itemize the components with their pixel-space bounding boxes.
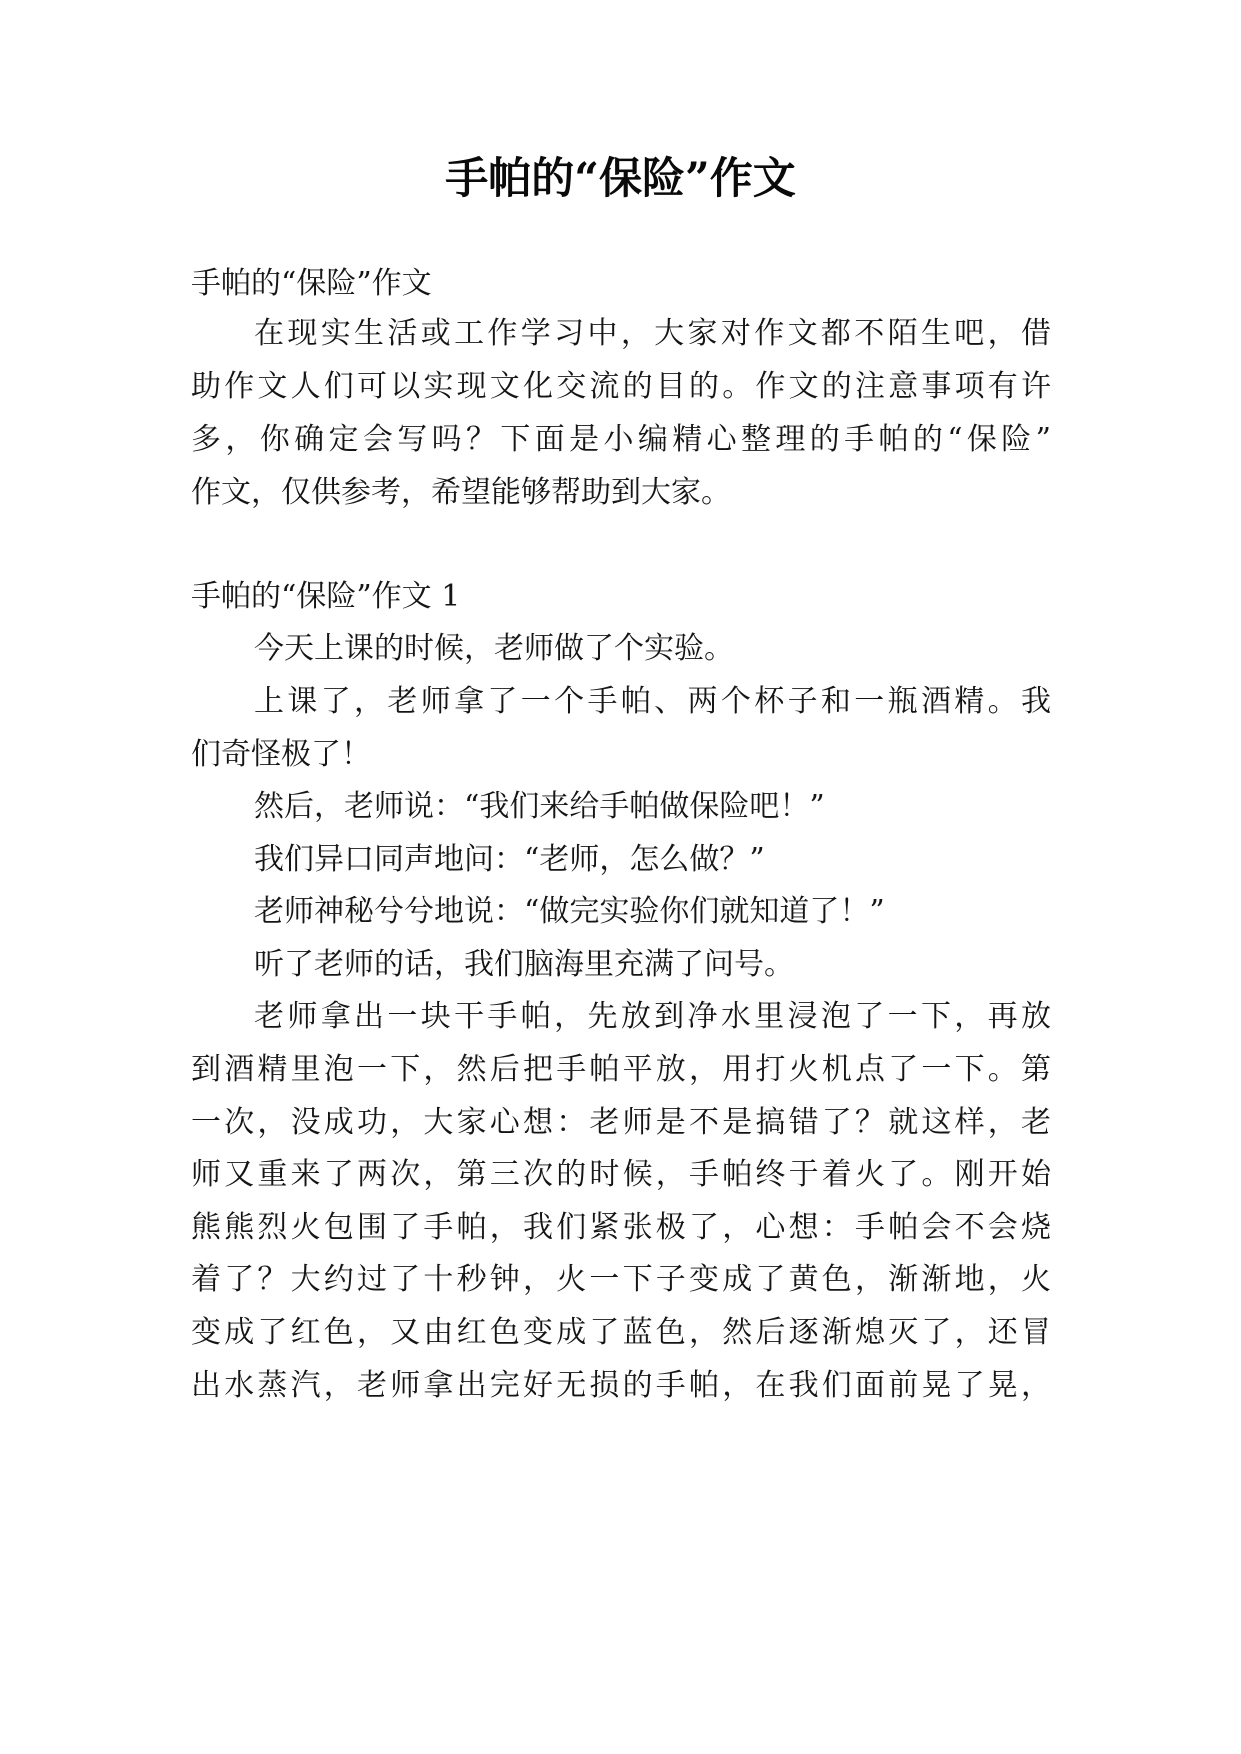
body-line: 我们异口同声地问：“老师，怎么做？” bbox=[254, 842, 765, 877]
body-line: 们奇怪极了！ bbox=[191, 737, 371, 772]
body-line: 变成了红色，又由红色变成了蓝色，然后逐渐熄灭了，还冒 bbox=[191, 1315, 1051, 1350]
body-line: 熊熊烈火包围了手帕，我们紧张极了，心想：手帕会不会烧 bbox=[191, 1210, 1051, 1245]
body-line: 出水蒸汽，老师拿出完好无损的手帕，在我们面前晃了晃， bbox=[191, 1368, 1051, 1403]
body-line: 上课了，老师拿了一个手帕、两个杯子和一瓶酒精。我 bbox=[254, 684, 1051, 719]
intro-paragraph-line: 多，你确定会写吗？下面是小编精心整理的手帕的“保险” bbox=[191, 422, 1051, 457]
section-heading: 手帕的“保险”作文 1 bbox=[191, 579, 461, 614]
body-line: 然后，老师说：“我们来给手帕做保险吧！” bbox=[254, 789, 825, 824]
intro-heading: 手帕的“保险”作文 bbox=[191, 266, 432, 301]
body-line: 老师拿出一块干手帕，先放到净水里浸泡了一下，再放 bbox=[254, 999, 1051, 1034]
intro-paragraph-line: 助作文人们可以实现文化交流的目的。作文的注意事项有许 bbox=[191, 369, 1051, 404]
body-line: 今天上课的时候，老师做了个实验。 bbox=[254, 631, 734, 666]
body-line: 到酒精里泡一下，然后把手帕平放，用打火机点了一下。第 bbox=[191, 1052, 1051, 1087]
body-line: 一次，没成功，大家心想：老师是不是搞错了？就这样，老 bbox=[191, 1105, 1051, 1140]
document-title: 手帕的“保险”作文 bbox=[445, 154, 796, 204]
intro-paragraph-line: 在现实生活或工作学习中，大家对作文都不陌生吧，借 bbox=[254, 316, 1051, 351]
body-line: 老师神秘兮兮地说：“做完实验你们就知道了！” bbox=[254, 894, 885, 929]
body-line: 师又重来了两次，第三次的时候，手帕终于着火了。刚开始 bbox=[191, 1157, 1051, 1192]
body-line: 着了？大约过了十秒钟，火一下子变成了黄色，渐渐地，火 bbox=[191, 1262, 1051, 1297]
intro-paragraph-line: 作文，仅供参考，希望能够帮助到大家。 bbox=[191, 475, 731, 510]
body-line: 听了老师的话，我们脑海里充满了问号。 bbox=[254, 947, 794, 982]
